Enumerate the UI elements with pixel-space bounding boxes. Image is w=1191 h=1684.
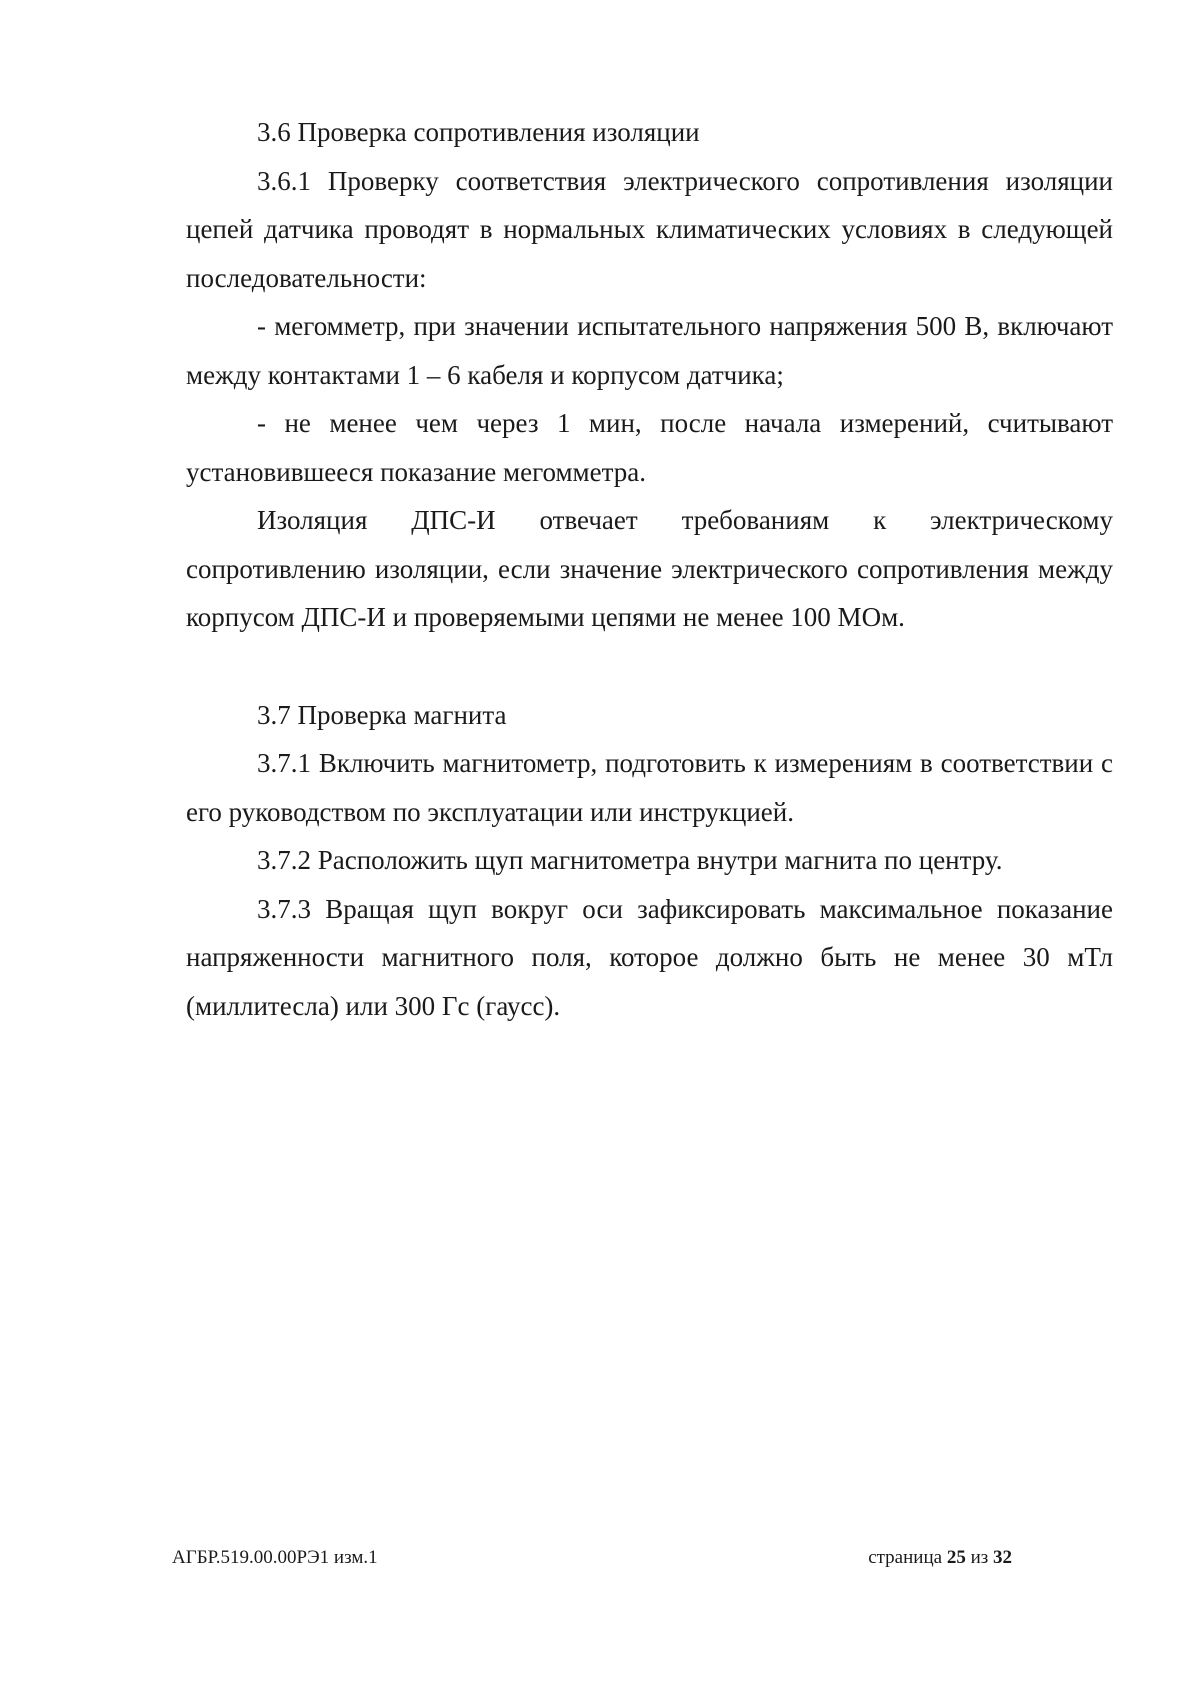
page-separator: из — [970, 1547, 989, 1568]
paragraph-3-6-criterion: Изоляция ДПС-И отвечает требованиям к электрическому сопротивлению изоляции, если значение электрического сопротивления между корпусом ДПС-И и проверяемыми цепями не менее 100 МОм. — [186, 505, 1113, 632]
section-spacer — [186, 642, 1113, 691]
document-code: АГБР.519.00.00РЭ1 изм.1 — [172, 1547, 378, 1568]
section-3-7-heading: 3.7 Проверка магнита — [257, 699, 507, 730]
page-content — [186, 108, 1113, 1030]
page-prefix: страница — [868, 1547, 943, 1568]
paragraph-3-6-1: 3.6.1 Проверку соответствия электрического сопротивления изоляции цепей датчика проводят в нормальных климатических условиях в следующей последовательности: — [186, 165, 1113, 293]
paragraph-3-7-1: 3.7.1 Включить магнитометр, подготовить к измерениям в соответствии с его руководством по эксплуатации или инструкцией. — [186, 748, 1113, 827]
paragraph-3-7-3: 3.7.3 Вращая щуп вокруг оси зафиксировать максимальное показание напряженности магнитного поля, которое должно быть не менее 30 мТл (миллитесла) или 300 Гс (гаусс). — [186, 893, 1113, 1021]
paragraph-3-6-step-1: - мегомметр, при значении испытательного напряжения 500 В, включают между контактами 1 – 6 кабеля и корпусом датчика; — [186, 311, 1113, 390]
paragraph-3-7-2: 3.7.2 Расположить щуп магнитометра внутри магнита по центру. — [257, 845, 1003, 875]
page-number — [868, 1546, 1012, 1570]
page-total: 32 — [993, 1547, 1012, 1568]
paragraph-3-6-step-2: - не менее чем через 1 мин, после начала измерений, считывают установившееся показание мегомметра. — [186, 408, 1113, 487]
section-3-6-heading: 3.6 Проверка сопротивления изоляции — [257, 117, 700, 147]
page-current: 25 — [946, 1547, 966, 1568]
